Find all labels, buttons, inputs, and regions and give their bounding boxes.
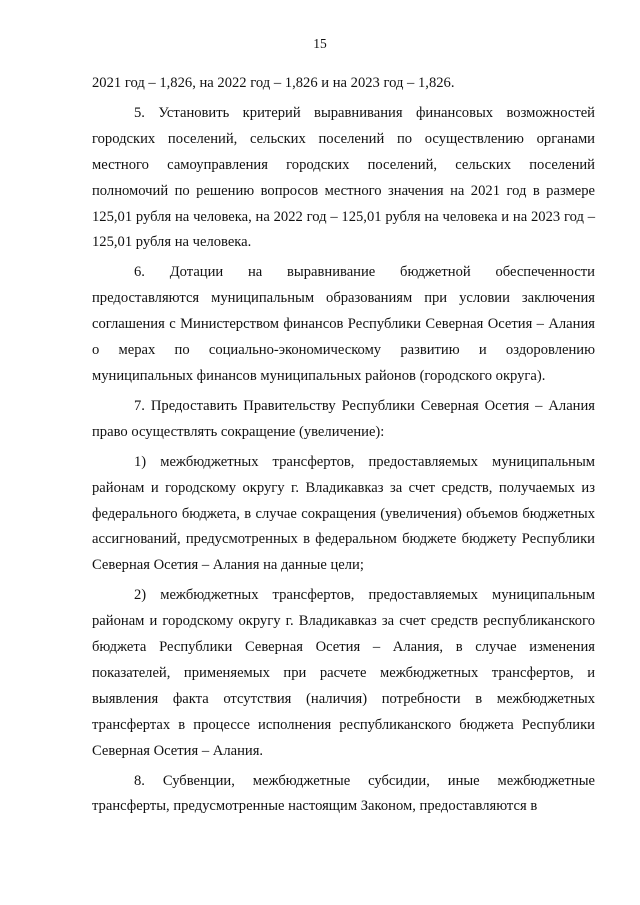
paragraph-continuation: 2021 год – 1,826, на 2022 год – 1,826 и на 2023 год – 1,826. bbox=[92, 75, 455, 91]
paragraph-subitem-1: 1) межбюджетных трансфертов, предоставляемых муниципальным районам и городскому округу г. Владикавказ за счет средств, получаемых из федерального бюджета, в случае сокращения (увеличения) объемов бюджетных ассигнований, предусмотренных в федеральном бюджете бюджету Республики Северная Осетия – Алания на данные цели; bbox=[92, 453, 595, 574]
paragraph-item-5: 5. Установить критерий выравнивания финансовых возможностей городских поселений, сельских поселений по осуществлению органами местного самоуправления городских поселений, сельских поселений полномочий по решению вопросов местного значения на 2021 год в размере 125,01 рубля на человека, на 2022 год – 125,01 рубля на человека и на 2023 год – 125,01 рубля на человека. bbox=[92, 104, 595, 251]
paragraph-item-6: 6. Дотации на выравнивание бюджетной обеспеченности предоставляются муниципальным образованиям при условии заключения соглашения с Министерством финансов Республики Северная Осетия – Алания о мерах по социально-экономическому развитию и оздоровлению муниципальных финансов муниципальных районов (городского округа). bbox=[92, 264, 595, 384]
paragraph-item-7: 7. Предоставить Правительству Республики Северная Осетия – Алания право осуществлять сокращение (увеличение): bbox=[92, 397, 595, 440]
paragraph-item-8: 8. Субвенции, межбюджетные субсидии, иные межбюджетные трансферты, предусмотренные настоящим Законом, предоставляются в bbox=[92, 772, 595, 815]
document-body bbox=[92, 71, 595, 824]
page-number: 15 bbox=[313, 36, 327, 51]
paragraph-subitem-2: 2) межбюджетных трансфертов, предоставляемых муниципальным районам и городскому округу г. Владикавказ за счет средств республиканского бюджета Республики Северная Осетия – Алания, в случае изменения показателей, применяемых при расчете межбюджетных трансфертов, и выявления факта отсутствия (наличия) потребности в межбюджетных трансфертах в процессе исполнения республиканского бюджета Республики Северная Осетия – Алания. bbox=[92, 587, 595, 759]
